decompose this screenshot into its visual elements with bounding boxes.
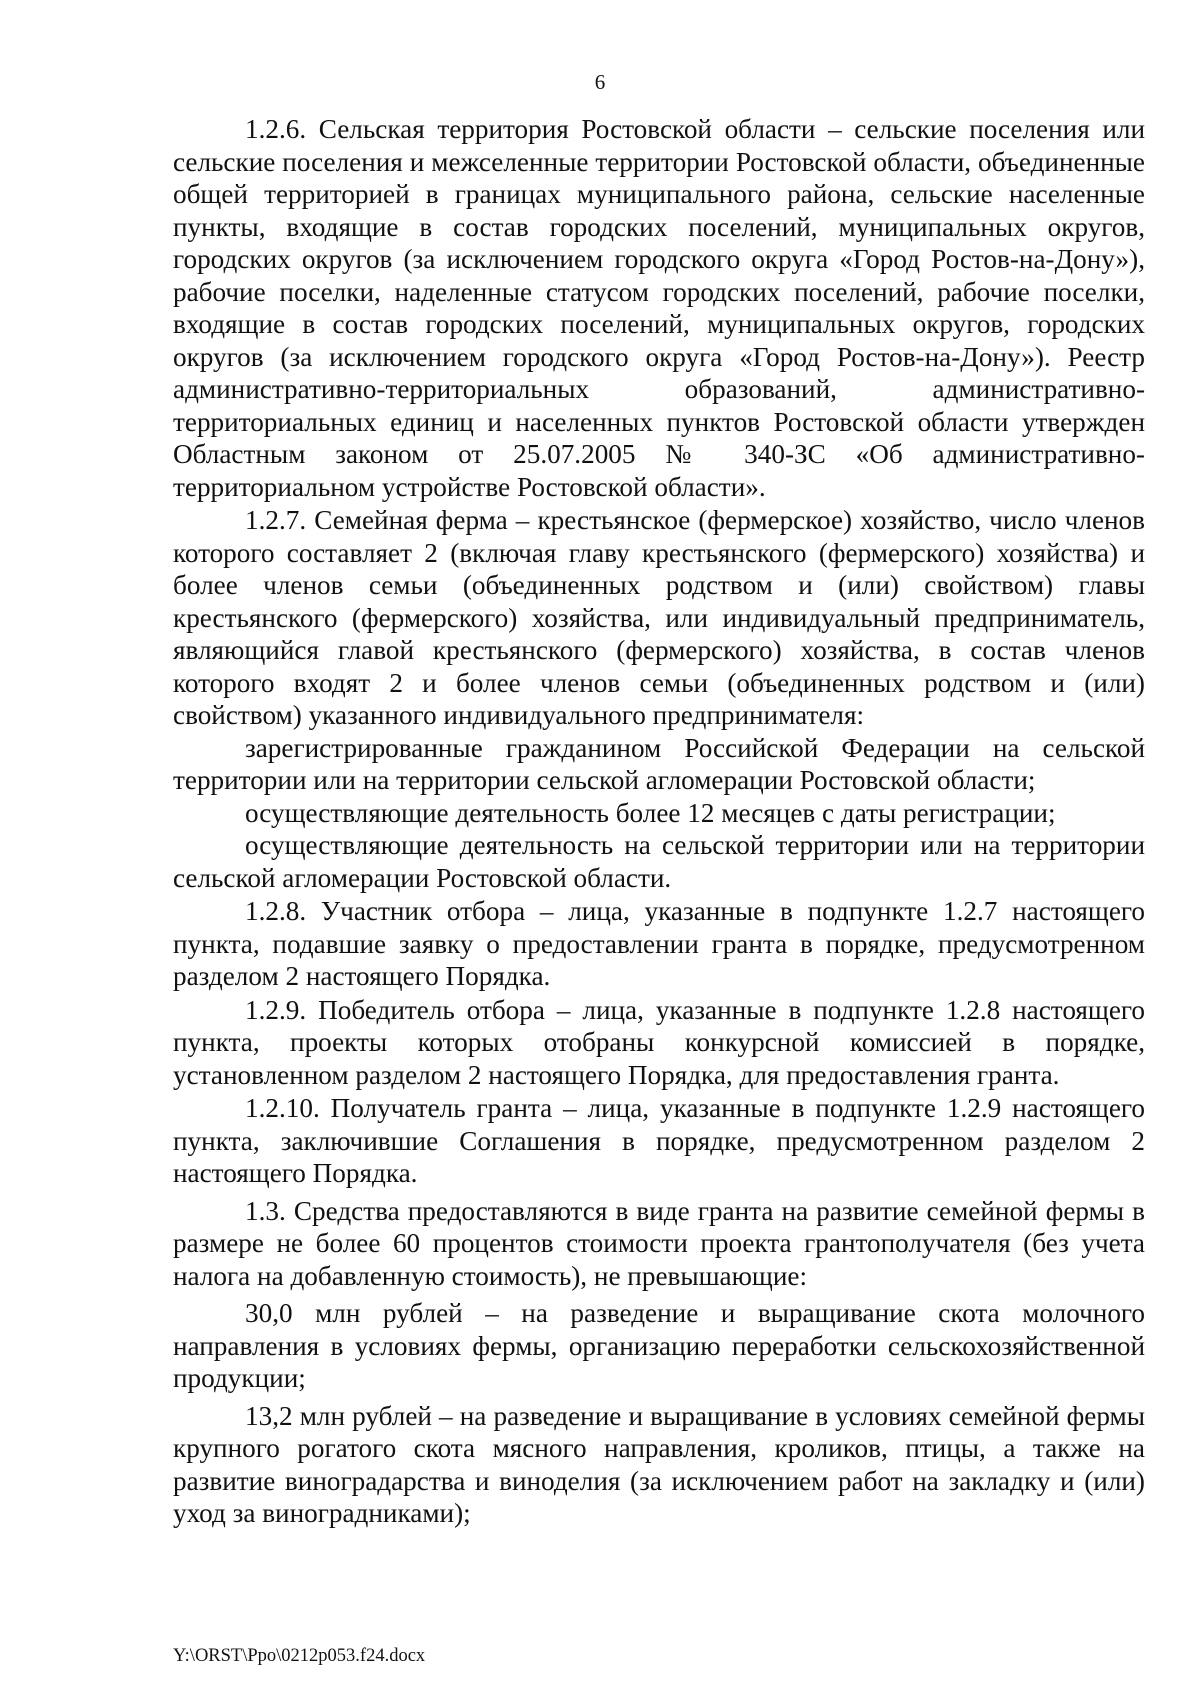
paragraph-1-2-9: 1.2.9. Победитель отбора – лица, указанные в подпункте 1.2.8 настоящего пункта, проекты которых отобраны конкурсной комиссией в порядке, установленном разделом 2 настоящего Порядка, для предоставления гранта. (173, 994, 1145, 1090)
page-number: 6 (594, 70, 606, 94)
list-item-activity-territory: осуществляющие деятельность на сельской территории или на территории сельской агломерации Ростовской области. (173, 830, 1145, 893)
paragraph-1-2-6: 1.2.6. Сельская территория Ростовской области – сельские поселения или сельские поселения и межселенные территории Ростовской области, объединенные общей территорией в границах муниципального района, сельские населенные пункты, входящие в состав городских поселений, муниципальных округов, городских округов (за исключением городского округа «Город Ростов-на-Дону»), рабочие поселки, наделенные статусом городских поселений, рабочие поселки, входящие в состав городских поселений, муниципальных округов, городских округов (за исключением городского округа «Город Ростов-на-Дону»). Реестр административно-территориальных образований, административно-территориальных единиц и населенных пунктов Ростовской области утвержден Областным законом от 25.07.2005 № 340-ЗС «Об административно-территориальном устройстве Ростовской области». (173, 114, 1145, 502)
paragraph-1-2-8: 1.2.8. Участник отбора – лица, указанные в подпункте 1.2.7 настоящего пункта, подавшие заявку о предоставлении гранта в порядке, предусмотренном разделом 2 настоящего Порядка. (173, 896, 1145, 991)
paragraph-1-2-7: 1.2.7. Семейная ферма – крестьянское (фермерское) хозяйство, число членов которого составляет 2 (включая главу крестьянского (фермерского) хозяйства) и более членов семьи (объединенных родством и (или) свойством) главы крестьянского (фермерского) хозяйства, или индивидуальный предприниматель, являющийся главой крестьянского (фермерского) хозяйства, в состав членов которого входят 2 и более членов семьи (объединенных родством и (или) свойством) указанного индивидуального предпринимателя: (173, 505, 1145, 730)
list-item-registered: зарегистрированные гражданином Российской Федерации на сельской территории или на территории сельской агломерации Ростовской области; (173, 732, 1145, 795)
grant-item-meat: 13,2 млн рублей – на разведение и выращивание в условиях семейной фермы крупного рогатого скота мясного направления, кроликов, птицы, а также на развитие виноградарства и виноделия (за исключением работ на закладку и (или) уход за виноградниками); (173, 1400, 1145, 1528)
grant-item-dairy: 30,0 млн рублей – на разведение и выращивание скота молочного направления в условиях фермы, организацию переработки сельскохозяйственной продукции; (173, 1298, 1145, 1393)
list-item-activity-duration: осуществляющие деятельность более 12 месяцев с даты регистрации; (245, 797, 1056, 828)
paragraph-1-3: 1.3. Средства предоставляются в виде гранта на развитие семейной фермы в размере не более 60 процентов стоимости проекта грантополучателя (без учета налога на добавленную стоимость), не превышающие: (173, 1195, 1145, 1291)
paragraph-1-2-10: 1.2.10. Получатель гранта – лица, указанные в подпункте 1.2.9 настоящего пункта, заключившие Соглашения в порядке, предусмотренном разделом 2 настоящего Порядка. (173, 1093, 1145, 1188)
footer-file-path: Y:\ORST\Ppo\0212p053.f24.docx (173, 1646, 426, 1666)
document-body (173, 113, 1145, 1530)
